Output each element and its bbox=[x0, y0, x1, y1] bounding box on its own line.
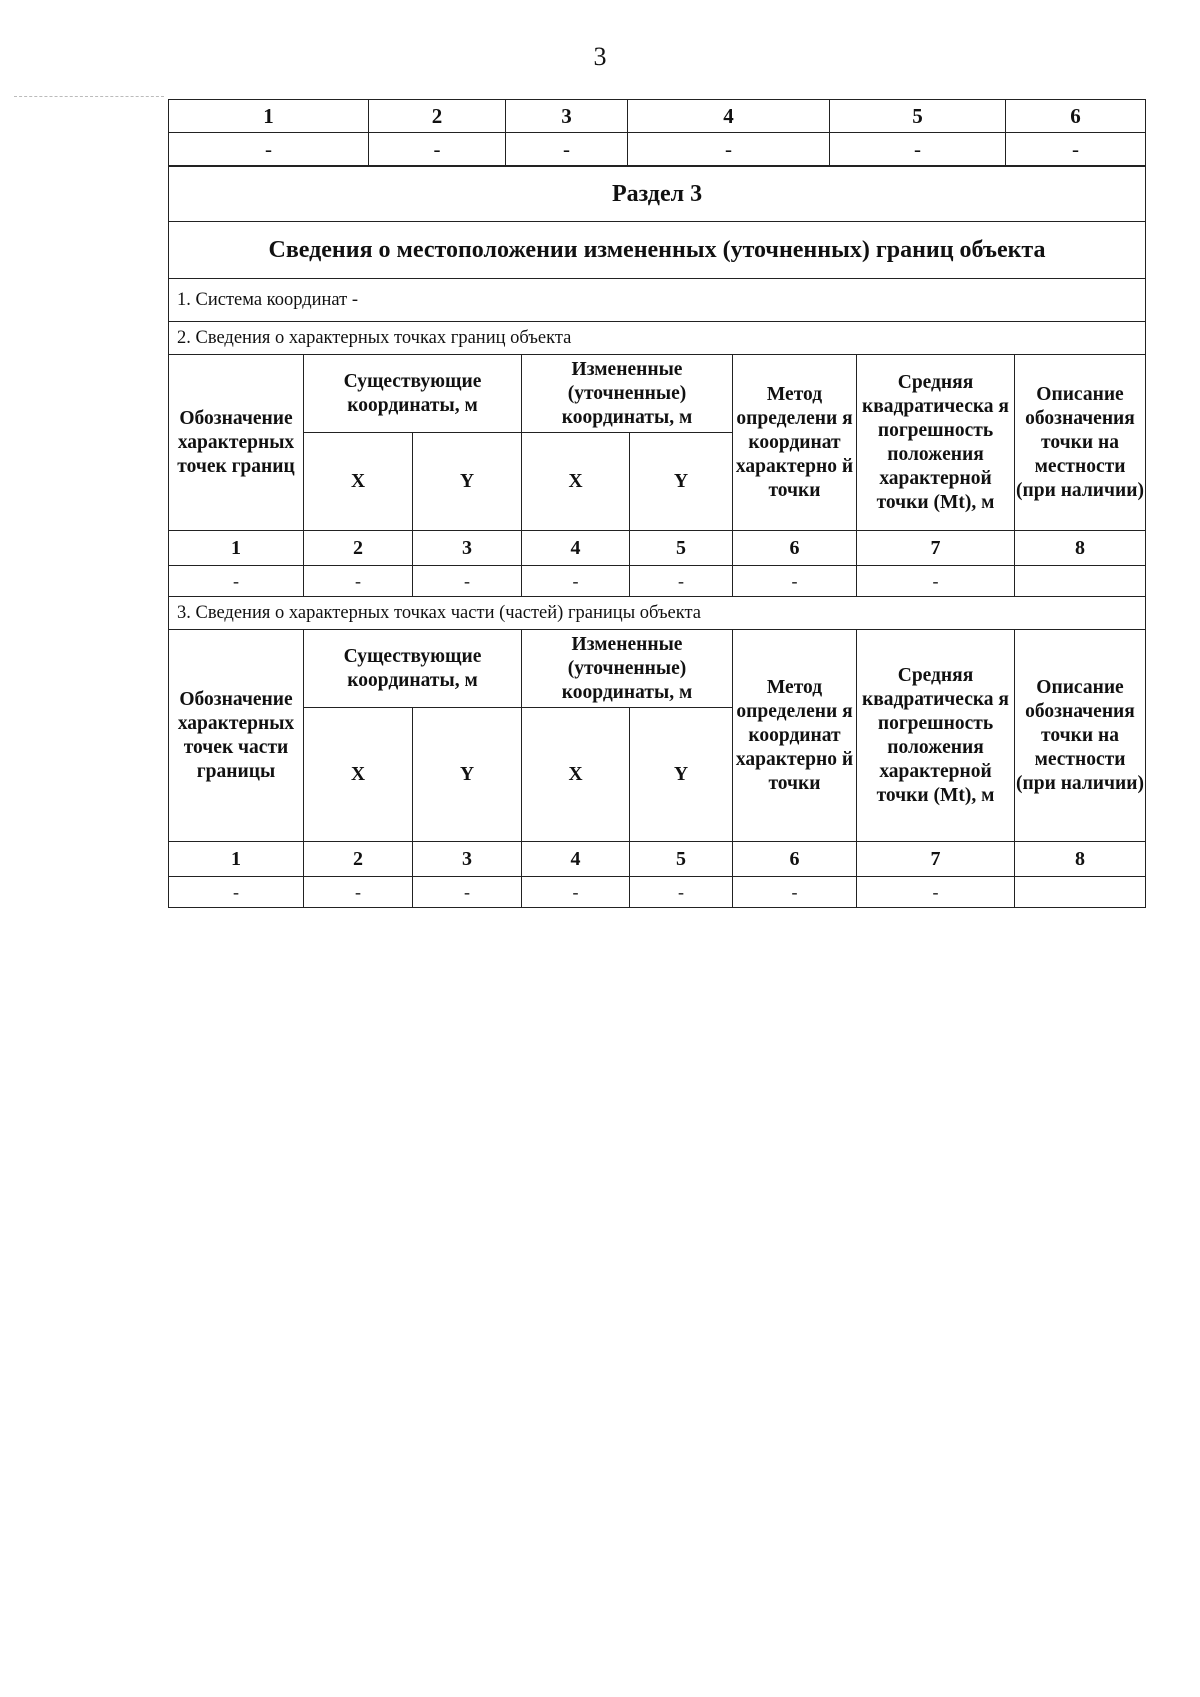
table-cell: - bbox=[369, 133, 506, 166]
column-number: 1 bbox=[169, 531, 304, 566]
table-cell: - bbox=[169, 566, 304, 597]
header-designation: Обозначение характерных точек части границы bbox=[169, 630, 304, 842]
table-cell: - bbox=[733, 566, 857, 597]
header-y: Y bbox=[413, 433, 522, 531]
table-cell: - bbox=[506, 133, 628, 166]
table-row bbox=[169, 877, 1146, 908]
header-mean-error: Средняя квадратическа я погрешность положения характерной точки (Mt), м bbox=[857, 630, 1015, 842]
table-cell: - bbox=[630, 877, 733, 908]
header-x: X bbox=[304, 433, 413, 531]
table-cell: - bbox=[857, 877, 1015, 908]
table-cell: - bbox=[628, 133, 830, 166]
table-cell: - bbox=[630, 566, 733, 597]
table-cell: - bbox=[413, 877, 522, 908]
column-number: 2 bbox=[304, 531, 413, 566]
header-designation: Обозначение характерных точек границ bbox=[169, 355, 304, 531]
coordinate-system-row: 1. Система координат - bbox=[169, 279, 1146, 322]
table-cell: - bbox=[522, 566, 630, 597]
header-description: Описание обозначения точки на местности (при наличии) bbox=[1015, 630, 1146, 842]
column-number: 5 bbox=[630, 531, 733, 566]
table-row bbox=[169, 133, 1146, 166]
table-header-row bbox=[169, 100, 1146, 133]
table-cell: - bbox=[857, 566, 1015, 597]
header-mean-error: Средняя квадратическа я погрешность положения характерной точки (Mt), м bbox=[857, 355, 1015, 531]
column-numbers-row bbox=[169, 842, 1146, 877]
section-heading: Сведения о местоположении измененных (уточненных) границ объекта bbox=[169, 222, 1146, 279]
column-number: 1 bbox=[169, 842, 304, 877]
header-changed-coordinates: Измененные (уточненные) координаты, м bbox=[522, 630, 733, 708]
table-row bbox=[169, 566, 1146, 597]
scan-artifact-line bbox=[14, 96, 164, 97]
header-y: Y bbox=[630, 433, 733, 531]
header-method: Метод определени я координат характерно й точки bbox=[733, 355, 857, 531]
table-cell: - bbox=[413, 566, 522, 597]
column-number: 3 bbox=[413, 842, 522, 877]
column-number: 4 bbox=[628, 100, 830, 133]
table-cell: - bbox=[1006, 133, 1146, 166]
header-existing-coordinates: Существующие координаты, м bbox=[304, 355, 522, 433]
table-cell: - bbox=[522, 877, 630, 908]
column-number: 8 bbox=[1015, 842, 1146, 877]
column-number: 4 bbox=[522, 531, 630, 566]
page-number: 3 bbox=[593, 42, 607, 71]
header-existing-coordinates: Существующие координаты, м bbox=[304, 630, 522, 708]
column-number: 6 bbox=[733, 531, 857, 566]
header-method: Метод определени я координат характерно й точки bbox=[733, 630, 857, 842]
column-number: 3 bbox=[506, 100, 628, 133]
table-cell: - bbox=[733, 877, 857, 908]
header-y: Y bbox=[630, 708, 733, 842]
table-cell: - bbox=[830, 133, 1006, 166]
section-3-table bbox=[168, 166, 1146, 908]
column-number: 6 bbox=[1006, 100, 1146, 133]
column-number: 7 bbox=[857, 842, 1015, 877]
column-number: 2 bbox=[304, 842, 413, 877]
header-x: X bbox=[304, 708, 413, 842]
column-number: 6 bbox=[733, 842, 857, 877]
header-description: Описание обозначения точки на местности (при наличии) bbox=[1015, 355, 1146, 531]
header-y: Y bbox=[413, 708, 522, 842]
header-x: X bbox=[522, 708, 630, 842]
header-x: X bbox=[522, 433, 630, 531]
table-cell bbox=[1015, 566, 1146, 597]
column-number: 2 bbox=[369, 100, 506, 133]
column-number: 8 bbox=[1015, 531, 1146, 566]
column-number: 3 bbox=[413, 531, 522, 566]
column-number: 1 bbox=[169, 100, 369, 133]
column-number: 5 bbox=[830, 100, 1006, 133]
table-cell: - bbox=[169, 877, 304, 908]
table-cell: - bbox=[304, 566, 413, 597]
table-cell: - bbox=[169, 133, 369, 166]
column-numbers-row bbox=[169, 531, 1146, 566]
table-cell: - bbox=[304, 877, 413, 908]
table-cell bbox=[1015, 877, 1146, 908]
column-number: 5 bbox=[630, 842, 733, 877]
part-2-title: 2. Сведения о характерных точках границ объекта bbox=[169, 322, 1146, 355]
section-title: Раздел 3 bbox=[169, 167, 1146, 222]
continuation-table bbox=[168, 99, 1146, 166]
part-3-title: 3. Сведения о характерных точках части (частей) границы объекта bbox=[169, 597, 1146, 630]
header-changed-coordinates: Измененные (уточненные) координаты, м bbox=[522, 355, 733, 433]
column-number: 7 bbox=[857, 531, 1015, 566]
column-number: 4 bbox=[522, 842, 630, 877]
